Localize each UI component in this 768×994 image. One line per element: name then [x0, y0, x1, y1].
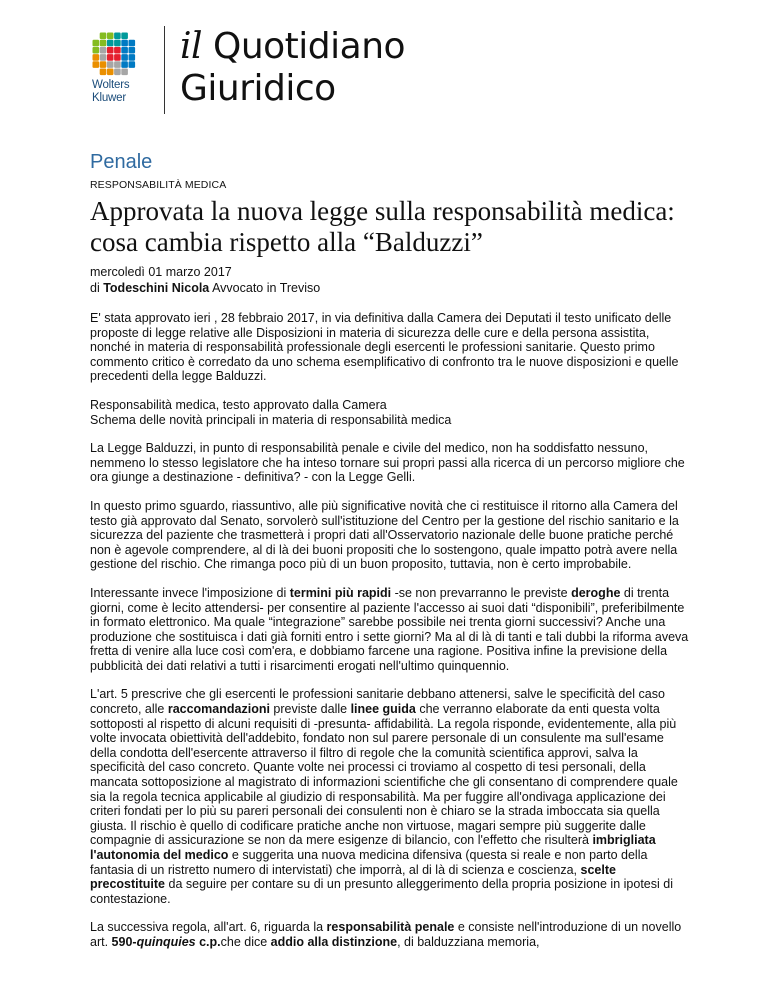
publication-title[interactable] [180, 26, 405, 110]
masthead-divider [164, 26, 165, 114]
logo-square [121, 54, 128, 61]
lead-paragraph: E' stata approvato ieri , 28 febbraio 2017, in via definitiva dalla Camera dei Deputati il testo unificato delle proposte di legge relative alle Disposizioni in materia di sicurezza delle cure e della persona assistita, nonché in materia di responsabilità professionale degli esercenti le professioni sanitarie. Questo primo commento critico è corredato da uno schema esemplificativo di confronto tra le nuove disposizioni e quelle precedenti della legge Balduzzi. [90, 311, 679, 384]
p5-bold-2b: c.p. [195, 934, 221, 949]
p5-bold-2a: 590- [111, 934, 137, 949]
p4-text-1: L'art. 5 prescrive che gli esercenti le professioni sanitarie debbano attenersi, salve le specificità del caso concreto, alle [90, 687, 665, 717]
author-name: Todeschini Nicola [103, 281, 210, 295]
logo-square [121, 40, 128, 47]
logo-square [107, 54, 114, 61]
author-prefix: di [90, 281, 100, 295]
p4-text-2: previste dalle [269, 702, 351, 717]
logo-square [100, 54, 107, 61]
publisher-line1: Wolters [92, 79, 130, 91]
title-il: il [180, 26, 203, 67]
p3-bold-1: termini più rapidi [289, 585, 392, 600]
p5-bold-3: addio alla distinzione [270, 934, 398, 949]
section-label[interactable]: Penale [90, 151, 153, 173]
logo-square [114, 40, 121, 47]
title-line1: Quotidiano [212, 26, 406, 67]
p4-bold-4: scelte precostituite [90, 862, 616, 892]
paragraph-5 [90, 920, 690, 949]
p4-text-4: e suggerita una nuova medicina difensiva (questa si reale e non parto della fantasia di un ristretto numero di intervistati) che imporrà, al di là di scienza e coscienza, [90, 848, 648, 877]
p5-text-4: , di balduzziana memoria, [397, 934, 540, 949]
logo-square [93, 61, 100, 68]
wolters-kluwer-logo-icon [92, 32, 136, 76]
logo-square [121, 47, 128, 54]
logo-square [114, 33, 121, 40]
p5-text-3: che dice [220, 934, 271, 949]
p5-bold-2-italic: quinquies [136, 934, 196, 949]
p3-bold-2: deroghe [571, 585, 621, 600]
p3-text-1: Interessante invece l'imposizione di [90, 585, 290, 600]
related-link-text-approved[interactable]: Responsabilità medica, testo approvato dalla Camera [90, 397, 387, 412]
logo-square [129, 54, 136, 61]
author-role: Avvocato in Treviso [212, 281, 321, 295]
p4-text-3: che verranno elaborate da enti questa volta sottoposti al rispetto di alcuni requisiti di -presunta- affidabilità. La regola risponde, evidentemente, alla più volte invocata obiettività dell'addebito, fondato non sul parere personale di un consulente ma sull'esame della condotta dell'esercente attraverso il filtro di regole che la comunità scientifica approvi, salva la specificità del caso concreto. Quante volte nei processi ci troviamo al cospetto di tesi personali, della mancata sottoposizione al magistrato di informazioni scientifiche che gli consentano di comprendere quale sia la regola tecnica applicabile al giudizio di responsabilità. Ma per fuggire all'ondivaga applicazione dei criteri fondati per lo più su pareri personali dei consulenti non è chiaro se la strada imboccata sia quella giusta. Il rischio è quello di codificare pratiche anche non virtuose, magari sempre più suggerite dalle compagnie di assicurazione se non da mere esigenze di bilancio, con l'effetto che risulterà [90, 702, 678, 848]
logo-square [100, 33, 107, 40]
logo-square [107, 47, 114, 54]
p5-bold-1: responsabilità penale [326, 920, 455, 935]
logo-square [100, 69, 107, 76]
p5-text-1: La successiva regola, all'art. 6, riguarda la [90, 920, 327, 935]
publisher-line2: Kluwer [92, 92, 126, 104]
logo-square [93, 40, 100, 47]
byline [90, 280, 320, 296]
p5-bold-2 [112, 935, 221, 949]
wolters-kluwer-logo[interactable] [92, 32, 146, 105]
publisher-name [92, 79, 146, 105]
p3-text-3: di trenta giorni, come è lecito attendersi- per consentire al paziente l'accesso ai suoi dati “disponibili”, preferibilmente in formato elettronico. Ma quale “integrazione” sarebbe possibile nei trenta giorni successivi? Anche una produzione che sostituisca i dati già forniti entro i sette giorni? Ma al di là di tanti e tali dubbi la riforma aveva fretta di venire alla luce così com'era, e dobbiamo farcene una ragione. Positiva infine la previsione della pubblicità dei dati relativi a tutti i risarcimenti erogati nell'ultimo quinquennio. [90, 585, 689, 673]
related-links [90, 398, 690, 427]
logo-square [129, 47, 136, 54]
logo-square [121, 33, 128, 40]
logo-square [107, 69, 114, 76]
p4-bold-1: raccomandazioni [167, 702, 270, 717]
logo-square [107, 61, 114, 68]
logo-square [100, 47, 107, 54]
p4-text-5: da seguire per contare su di un presunto alleggerimento della propria posizione in ipotesi di contestazione. [90, 877, 673, 906]
article-body [90, 311, 690, 964]
logo-square [121, 61, 128, 68]
category-label: RESPONSABILITÀ MEDICA [90, 179, 227, 191]
logo-square [121, 69, 128, 76]
title-line2: Giuridico [180, 68, 336, 109]
related-link-scheme[interactable]: Schema delle novità principali in materia di responsabilità medica [90, 412, 452, 427]
logo-square [114, 69, 121, 76]
paragraph-1: La Legge Balduzzi, in punto di responsabilità penale e civile del medico, non ha soddisfatto nessuno, nemmeno lo stesso legislatore che ha inteso tornare sui propri passi alla ricerca di un percorso migliore che ora giunge a destinazione - definitiva? - con la Legge Gelli. [90, 441, 685, 485]
paragraph-3 [90, 586, 690, 674]
logo-square [129, 40, 136, 47]
logo-square [93, 54, 100, 61]
logo-square [114, 61, 121, 68]
paragraph-4 [90, 687, 690, 906]
logo-square [107, 40, 114, 47]
article-headline: Approvata la nuova legge sulla responsabilità medica: cosa cambia rispetto alla “Balduzzi” [90, 196, 675, 257]
p4-bold-3: imbrigliata l'autonomia del medico [90, 833, 656, 862]
paragraph-2: In questo primo sguardo, riassuntivo, alle più significative novità che ci restituisce il ritorno alla Camera del testo già approvato dal Senato, sorvolerò sull'istituzione del Centro per la gestione del rischio sanitario e la sicurezza del paziente che trasmetterà i propri dati all'Osservatorio nazionale delle buone pratiche perché non è agevole comprendere, al di là dei buoni propositi che lo sostengono, quale impatto potrà avere nella gestione del rischio. Che rimanga poco più di un buon proposito, tuttavia, non è certo improbabile. [90, 498, 679, 572]
masthead [92, 22, 452, 118]
p4-bold-2: linee guida [350, 702, 416, 717]
logo-square [100, 40, 107, 47]
article-date: mercoledì 01 marzo 2017 [90, 265, 232, 279]
logo-square [114, 54, 121, 61]
p5-text-2: e consiste nell'introduzione di un novello art. [90, 920, 682, 949]
logo-square [93, 47, 100, 54]
logo-square [107, 33, 114, 40]
p3-text-2: -se non prevarranno le previste [391, 585, 572, 600]
logo-square [129, 61, 136, 68]
logo-square [114, 47, 121, 54]
logo-square [100, 61, 107, 68]
